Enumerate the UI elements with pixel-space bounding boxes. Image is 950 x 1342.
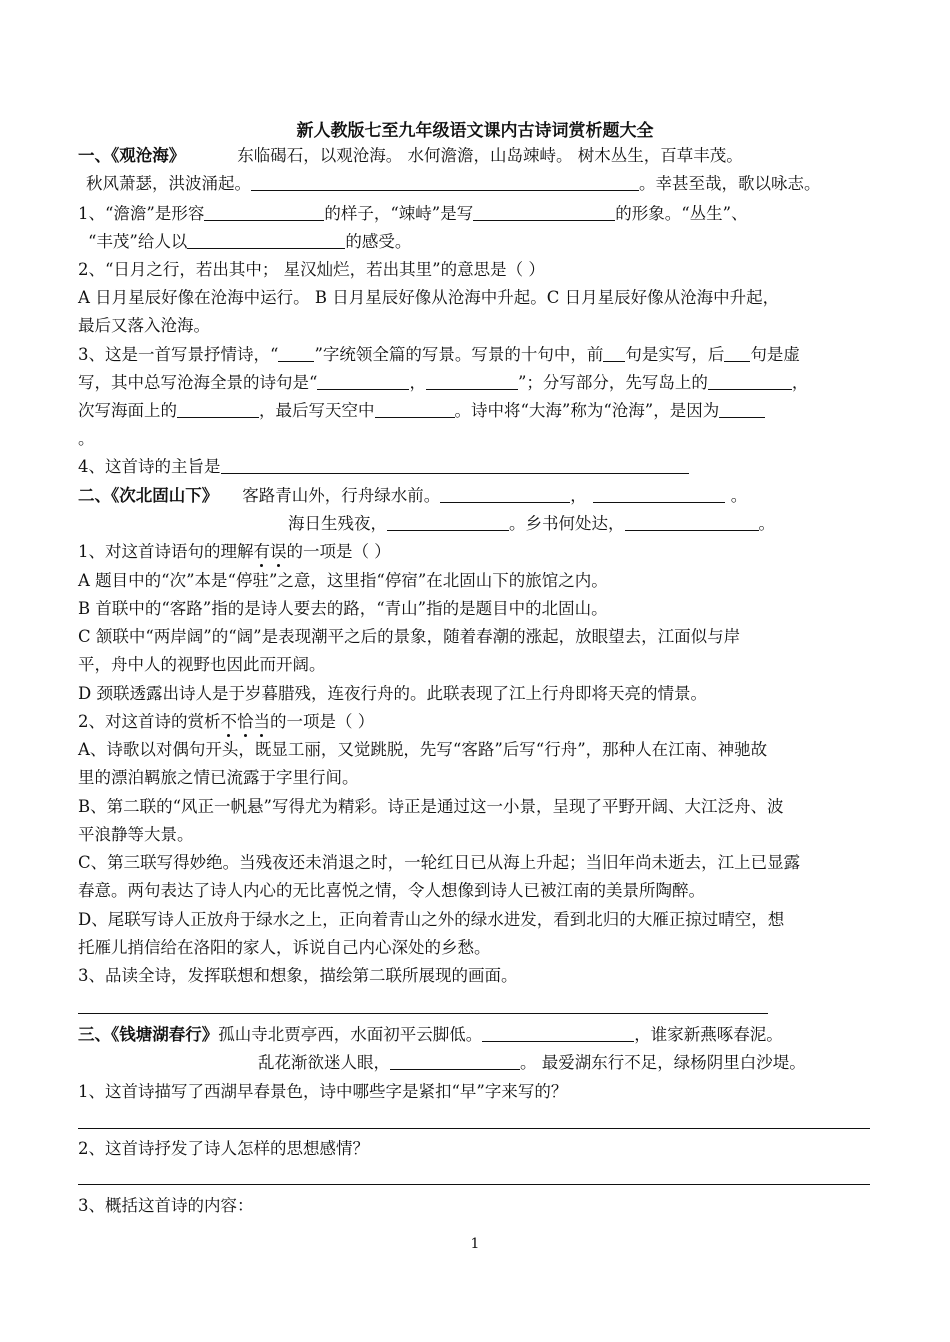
fill-blank[interactable]	[204, 204, 324, 221]
fill-blank[interactable]	[390, 1053, 520, 1070]
text: 4、这首诗的主旨是	[78, 457, 221, 476]
text: 3、这是一首写景抒情诗，“	[78, 345, 279, 364]
fill-blank[interactable]	[482, 1025, 634, 1042]
s2-question-1-option-b: B 首联中的“客路”指的是诗人要去的路，“青山”指的是题目中的北固山。	[78, 599, 608, 618]
fill-blank[interactable]	[387, 514, 509, 531]
s1-question-1	[78, 203, 748, 225]
text: ，最后写天空中	[259, 401, 375, 420]
fill-blank[interactable]	[603, 345, 625, 362]
text: 。 最爱湖东行不足，绿杨阴里白沙堤。	[520, 1053, 806, 1072]
s1-question-3	[78, 344, 800, 366]
fill-blank[interactable]	[221, 457, 689, 474]
answer-line[interactable]	[78, 1128, 870, 1129]
s1-question-3-line-2	[78, 372, 808, 394]
s2-poem-line-1	[78, 485, 747, 507]
fill-blank[interactable]	[317, 373, 409, 390]
text: 的感受。	[345, 232, 412, 251]
text: 的一项是（ ）	[270, 712, 375, 731]
text: ，	[791, 373, 809, 392]
s1-poem-text-1: 东临碣石，以观沧海。 水何澹澹，山岛竦峙。 树木丛生，百草丰茂。	[237, 146, 743, 165]
page-title: 新人教版七至九年级语文课内古诗词赏析题大全	[296, 121, 654, 141]
s3-question-3: 3、概括这首诗的内容：	[78, 1196, 254, 1215]
s2-question-1-option-c: C 颔联中“两岸阔”的“阔”是表现潮平之后的景象，随着春潮的涨起，放眼望去，江面似与岸	[78, 627, 741, 646]
emphasis-char: 有	[253, 542, 270, 561]
text: 乱花渐欲迷人眼，	[258, 1053, 390, 1072]
s1-heading: 一、《观沧海》	[78, 146, 186, 165]
s3-question-2: 2、这首诗抒发了诗人怎样的思想感情？	[78, 1139, 369, 1158]
s1-poem-text-2a: 秋风萧瑟，洪波涌起。	[86, 174, 251, 193]
text: 2、对这首诗的赏析	[78, 712, 221, 731]
fill-blank[interactable]	[187, 232, 345, 249]
text: 客路青山外，行舟绿水前。	[242, 486, 441, 505]
text: ”；分写部分，先写岛上的	[517, 373, 708, 392]
s3-heading: 三、《钱塘湖春行》	[78, 1025, 219, 1044]
fill-blank[interactable]	[440, 486, 570, 503]
fill-blank[interactable]	[719, 401, 765, 418]
s1-poem-text-2b: 。幸甚至哉，歌以咏志。	[639, 174, 821, 193]
text: ”字统领全篇的写景。写景的十句中，前	[314, 345, 604, 364]
s2-question-2-option-a-cont: 里的漂泊羁旅之情已流露于字里行间。	[78, 768, 359, 787]
fill-blank[interactable]	[177, 401, 259, 418]
text: 1、“澹澹”是形容	[78, 204, 205, 223]
s2-question-2-option-d: D、尾联写诗人正放舟于绿水之上，正向着青山之外的绿水进发，看到北归的大雁正掠过晴空，想	[78, 910, 785, 929]
s1-poem-line-1	[78, 145, 743, 167]
text: 次写海面上的	[78, 401, 177, 420]
text: 的样子，“竦峙”是写	[324, 204, 474, 223]
emphasis-char: 恰	[237, 712, 254, 731]
s3-poem-line-2	[258, 1052, 806, 1074]
text: ，谁家新燕啄春泥。	[634, 1025, 783, 1044]
s2-poem-line-2	[288, 513, 775, 535]
fill-blank[interactable]	[724, 345, 750, 362]
text: “丰茂”给人以	[88, 232, 188, 251]
page-number: 1	[470, 1236, 480, 1252]
fill-blank[interactable]	[278, 345, 314, 362]
text: 1、对这首诗语句的理解	[78, 542, 254, 561]
fill-blank[interactable]	[708, 373, 792, 390]
s2-question-2-option-d-cont: 托雁儿捎信给在洛阳的家人，诉说自己内心深处的乡愁。	[78, 938, 491, 957]
s1-question-4	[78, 456, 689, 478]
text: ，	[409, 373, 426, 392]
fill-blank[interactable]	[473, 204, 615, 221]
s2-question-1-option-c-cont: 平，舟中人的视野也因此而开阔。	[78, 655, 326, 674]
emphasis-char: 当	[253, 712, 270, 731]
s2-question-2-option-c: C、第三联写得妙绝。当残夜还未消退之时，一轮红日已从海上升起；当旧年尚未逝去，江上已显露	[78, 853, 801, 872]
s3-question-1: 1、这首诗描写了西湖早春景色，诗中哪些字是紧扣“早”字来写的？	[78, 1082, 568, 1101]
text: 写，其中总写沧海全景的诗句是“	[78, 373, 318, 392]
text: 。诗中将“大海”称为“沧海”，是因为	[454, 401, 720, 420]
text: 句是虚	[750, 345, 800, 364]
text: 。乡书何处达，	[509, 514, 625, 533]
s1-question-2: 2、“日月之行，若出其中； 星汉灿烂，若出其里”的意思是（ ）	[78, 260, 545, 279]
fill-blank[interactable]	[375, 401, 455, 418]
text: 。	[758, 514, 775, 533]
emphasis-char: 误	[270, 542, 287, 561]
fill-blank[interactable]	[251, 174, 639, 191]
text: 句是实写，后	[625, 345, 725, 364]
emphasis-char: 不	[220, 712, 237, 731]
s1-question-2-option-a: A 日月星辰好像在沧海中运行。 B 日月星辰好像从沧海中升起。C 日月星辰好像从沧海中升起，	[78, 288, 780, 307]
s2-heading: 二、《次北固山下》	[78, 486, 219, 505]
s2-question-1-option-a: A 题目中的“次”本是“停驻”之意，这里指“停宿”在北固山下的旅馆之内。	[78, 571, 608, 590]
text: 海日生残夜，	[288, 514, 387, 533]
s2-question-3: 3、品读全诗，发挥联想和想象，描绘第二联所展现的画面。	[78, 966, 518, 985]
fill-blank[interactable]	[625, 514, 759, 531]
s2-question-2-option-b-cont: 平浪静等大景。	[78, 825, 194, 844]
answer-line[interactable]	[78, 1013, 768, 1014]
answer-line[interactable]	[78, 1184, 870, 1185]
s2-question-2-option-b: B、第二联的“风正一帆悬”写得尤为精彩。诗正是通过这一小景，呈现了平野开阔、大江泛舟、波	[78, 797, 784, 816]
fill-blank[interactable]	[426, 373, 518, 390]
text: ，	[570, 486, 587, 505]
text: 。	[730, 486, 748, 505]
s1-poem-line-2	[86, 173, 821, 195]
s1-question-2-option-cont: 最后又落入沧海。	[78, 316, 210, 335]
s2-question-2	[78, 711, 374, 733]
text: 的一项是（ ）	[286, 542, 391, 561]
s1-question-3-line-3	[78, 400, 765, 422]
s3-poem-line-1	[78, 1024, 783, 1046]
s1-question-3-end: 。	[78, 429, 95, 448]
s2-question-2-option-c-cont: 春意。两句表达了诗人内心的无比喜悦之情，令人想像到诗人已被江南的美景所陶醉。	[78, 881, 705, 900]
text: 孤山寺北贾亭西，水面初平云脚低。	[218, 1025, 483, 1044]
text: 的形象。“丛生”、	[615, 204, 748, 223]
s2-question-1	[78, 541, 391, 563]
s1-question-1-cont	[88, 231, 411, 253]
s2-question-1-option-d: D 颈联透露出诗人是于岁暮腊残，连夜行舟的。此联表现了江上行舟即将天亮的情景。	[78, 684, 707, 703]
fill-blank[interactable]	[593, 486, 725, 503]
s2-question-2-option-a: A、诗歌以对偶句开头，既显工丽，又觉跳脱，先写“客路”后写“行舟”，那种人在江南、神驰故	[78, 740, 768, 759]
